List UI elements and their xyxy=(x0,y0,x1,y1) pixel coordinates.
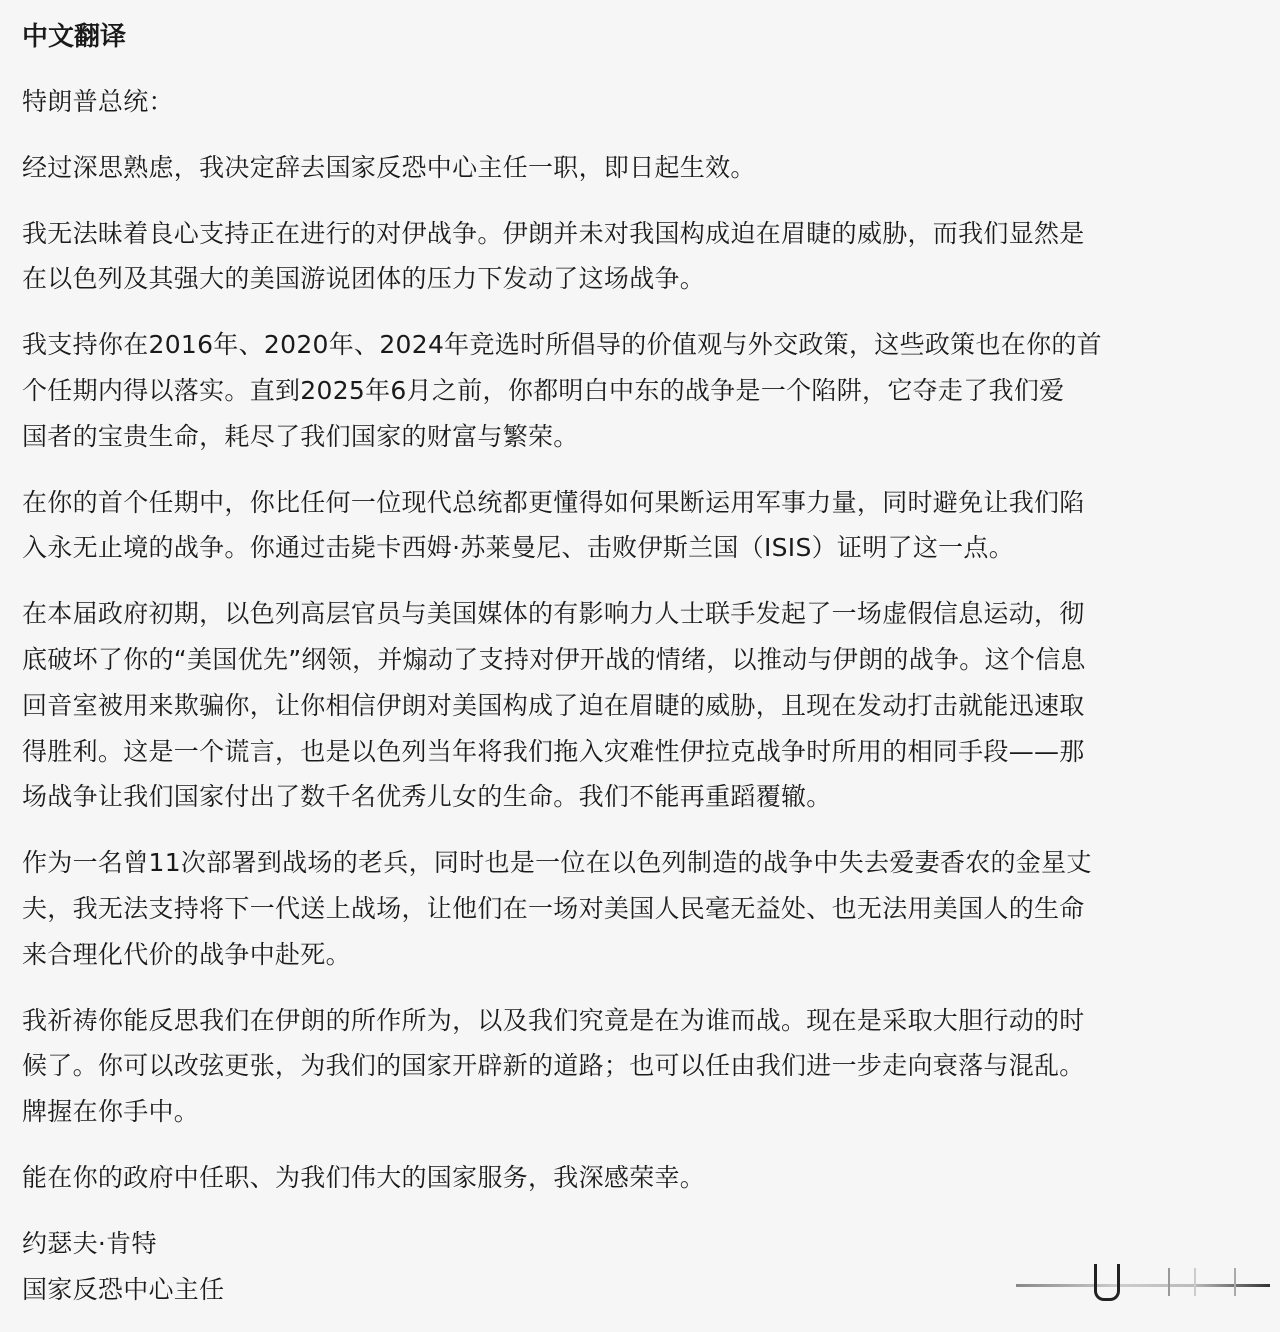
paragraph-line: 入永无止境的战争。你通过击毙卡西姆·苏莱曼尼、击败伊斯兰国（ISIS）证明了这一点。 xyxy=(22,533,1015,563)
document-body xyxy=(22,14,1270,1332)
paragraph-line: 来合理化代价的战争中赴死。 xyxy=(22,939,351,969)
paragraph xyxy=(22,211,1270,303)
salutation xyxy=(22,79,1270,125)
paragraph-line: 国者的宝贵生命，耗尽了我们国家的财富与繁荣。 xyxy=(22,421,579,451)
paragraph xyxy=(22,840,1270,977)
paragraph-line: 在以色列及其强大的美国游说团体的压力下发动了这场战争。 xyxy=(22,264,706,294)
paragraph-line: 能在你的政府中任职、为我们伟大的国家服务，我深感荣幸。 xyxy=(22,1162,706,1192)
paragraph-line: 底破坏了你的“美国优先”纲领，并煽动了支持对伊开战的情绪，以推动与伊朗的战争。这个信息 xyxy=(22,644,1086,674)
paragraph-line: 候了。你可以改弦更张，为我们的国家开辟新的道路；也可以任由我们进一步走向衰落与混乱。 xyxy=(22,1051,1085,1081)
paragraph-line: 回音室被用来欺骗你，让你相信伊朗对美国构成了迫在眉睫的威胁，且现在发动打击就能迅速取 xyxy=(22,690,1085,720)
paragraph-line: 牌握在你手中。 xyxy=(22,1097,200,1127)
paragraph-line: 得胜利。这是一个谎言，也是以色列当年将我们拖入灾难性伊拉克战争时所用的相同手段——那 xyxy=(22,736,1085,766)
paragraph-line: 在本届政府初期，以色列高层官员与美国媒体的有影响力人士联手发起了一场虚假信息运动，彻 xyxy=(22,599,1085,629)
paragraph xyxy=(22,591,1270,820)
paragraph xyxy=(22,480,1270,572)
paragraph-line: 我祈祷你能反思我们在伊朗的所作所为，以及我们究竟是在为谁而战。现在是采取大胆行动的时 xyxy=(22,1005,1085,1035)
paragraph xyxy=(22,1155,1270,1201)
signature-position: 国家反恐中心主任 xyxy=(22,1274,225,1304)
paragraph-line: 作为一名曾11次部署到战场的老兵，同时也是一位在以色列制造的战争中失去爱妻香农的金星丈 xyxy=(22,848,1092,878)
salutation-line: 特朗普总统： xyxy=(22,87,174,116)
paragraph xyxy=(22,145,1270,191)
paragraph-line: 场战争让我们国家付出了数千名优秀儿女的生命。我们不能再重蹈覆辙。 xyxy=(22,782,832,812)
paragraph-line: 我无法昧着良心支持正在进行的对伊战争。伊朗并未对我国构成迫在眉睫的威胁，而我们显然是 xyxy=(22,218,1085,248)
paragraph-line: 在你的首个任期中，你比任何一位现代总统都更懂得如何果断运用军事力量，同时避免让我们陷 xyxy=(22,487,1085,517)
scroll-indicator xyxy=(1016,1266,1270,1296)
paragraph xyxy=(22,322,1270,459)
signature-name: 约瑟夫·肯特 xyxy=(22,1228,157,1258)
document-title: 中文翻译 xyxy=(22,22,127,52)
paragraph xyxy=(22,998,1270,1135)
paragraph-line: 个任期内得以落实。直到2025年6月之前，你都明白中东的战争是一个陷阱，它夺走了我们爱 xyxy=(22,375,1065,405)
paragraph-line: 夫，我无法支持将下一代送上战场，让他们在一场对美国人民毫无益处、也无法用美国人的生命 xyxy=(22,893,1085,923)
paragraph-line: 我支持你在2016年、2020年、2024年竞选时所倡导的价值观与外交政策，这些政策也在你的首 xyxy=(22,330,1102,360)
paragraph-line: 经过深思熟虑，我决定辞去国家反恐中心主任一职，即日起生效。 xyxy=(22,152,756,182)
